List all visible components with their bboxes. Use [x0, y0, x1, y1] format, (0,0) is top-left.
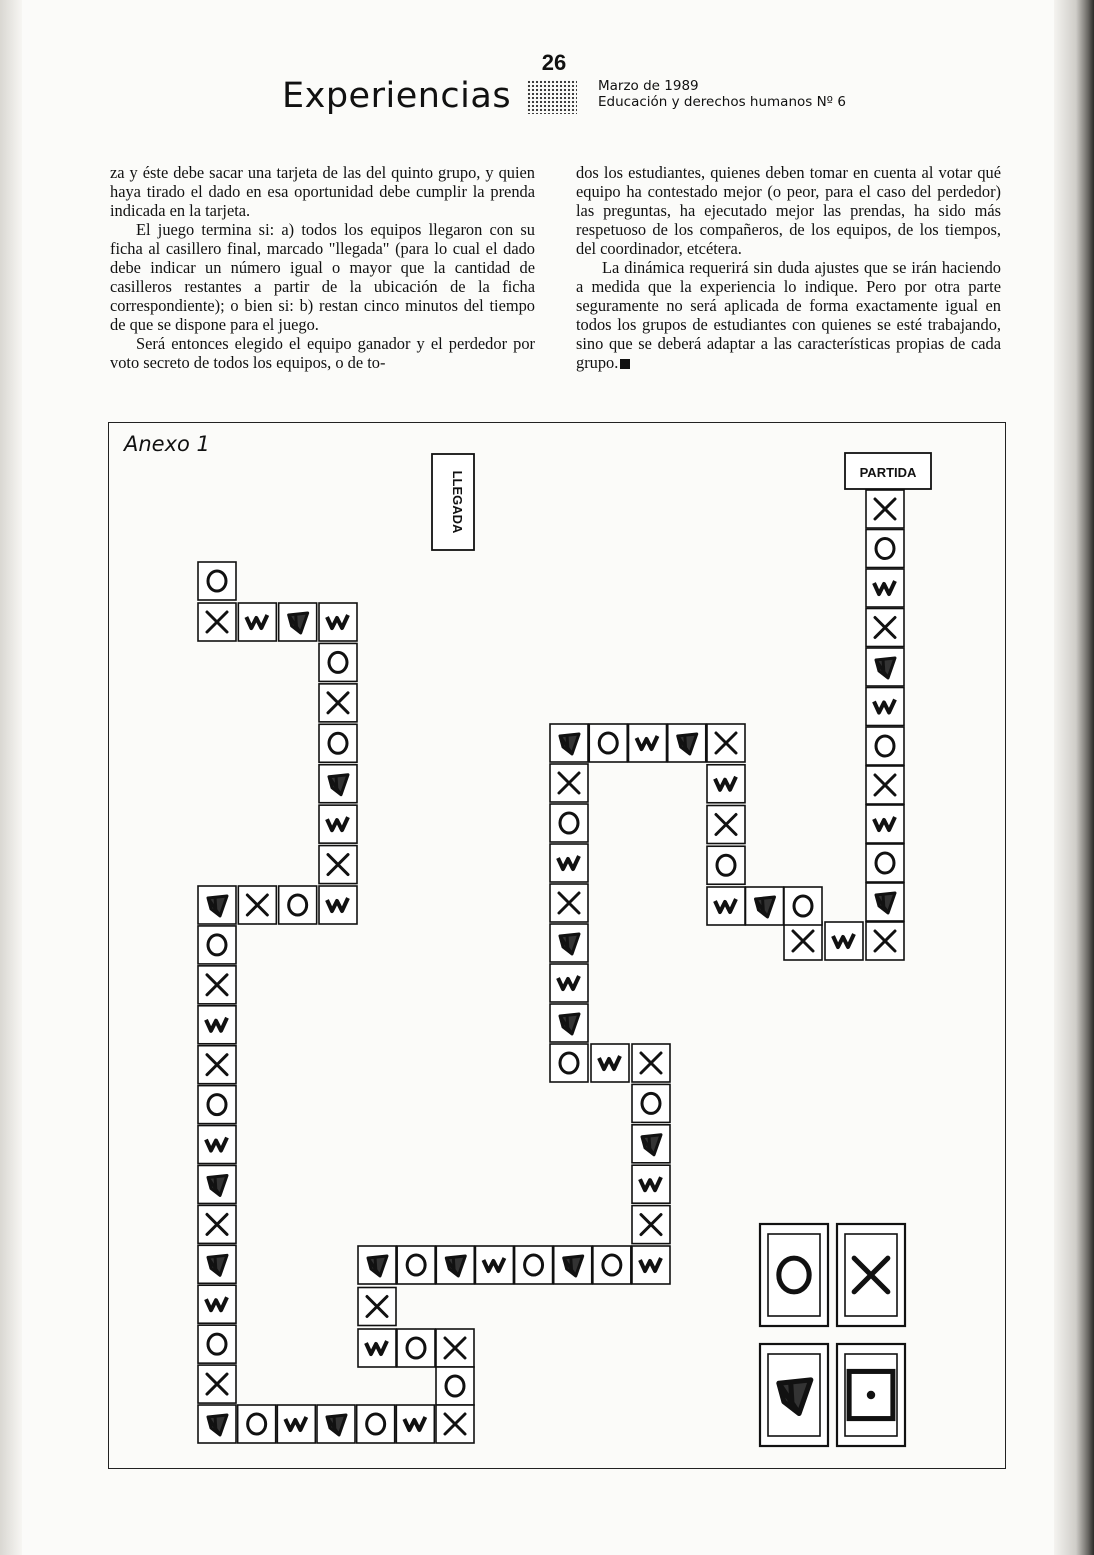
board-square — [198, 1086, 236, 1124]
board-square — [589, 724, 627, 762]
board-square — [707, 846, 745, 884]
board-square — [866, 883, 904, 921]
board-square — [319, 765, 357, 803]
board-square — [784, 887, 822, 925]
paragraph: Será entonces elegido el equipo ganador y el perdedor por voto secreto de todos los equipos, o de to- — [110, 334, 535, 372]
board-square — [238, 603, 276, 641]
symbol-card — [760, 1224, 828, 1326]
board-square — [475, 1246, 513, 1284]
board-square — [668, 724, 706, 762]
board-square — [436, 1367, 474, 1405]
board-square — [198, 966, 236, 1004]
board-square — [319, 643, 357, 681]
board-square — [198, 562, 236, 600]
board-square — [866, 922, 904, 960]
board-square — [198, 1006, 236, 1044]
issue-date: Marzo de 1989 — [598, 78, 699, 94]
board-square — [319, 724, 357, 762]
paragraph: El juego termina si: a) todos los equipos llegaron con su ficha al casillero final, marcado "llegada" (para lo cual el dado debe indicar un número igual o mayor que la cantidad de casilleros restantes a partir de la ubicación de la ficha correspondiente); o bien si: b) restan cinco minutos del tiempo de que se dispone para el juego. — [110, 220, 535, 334]
board-square — [198, 1285, 236, 1323]
board-square — [707, 765, 745, 803]
board-square — [358, 1246, 396, 1284]
board-square — [632, 1084, 670, 1122]
finish-label: LLEGADA — [450, 470, 465, 534]
board-square — [866, 688, 904, 726]
board-square — [591, 1044, 629, 1082]
board-square — [632, 1246, 670, 1284]
board-square — [198, 1365, 236, 1403]
board-square — [358, 1329, 396, 1367]
board-square — [279, 886, 317, 924]
board-square — [632, 1044, 670, 1082]
board-square — [825, 922, 863, 960]
board-square — [550, 964, 588, 1002]
paragraph: La dinámica requerirá sin duda ajustes que se irán haciendo a medida que la experiencia lo indique. Pero por otra parte seguramente no será aplicada de forma exactamente igual en todos los grupos de estudiantes con quienes se esté trabajando, sino que se deberá adaptar a las características propias de cada grupo. — [576, 258, 1001, 372]
board-square — [784, 922, 822, 960]
start-label: PARTIDA — [859, 465, 917, 480]
board-square — [317, 1405, 355, 1443]
board-square — [198, 886, 236, 924]
board-square — [515, 1246, 553, 1284]
board-square — [707, 887, 745, 925]
board-square — [319, 846, 357, 884]
board-square — [866, 609, 904, 647]
board-square — [397, 1329, 435, 1367]
board-square — [436, 1329, 474, 1367]
board-square — [319, 603, 357, 641]
board-square — [866, 805, 904, 843]
board-square — [396, 1405, 434, 1443]
board-square — [319, 805, 357, 843]
paragraph: za y éste debe sacar una tarjeta de las del quinto grupo, y quien haya tirado el dado en esa oportunidad debe cumplir la prenda indicada en la tarjeta. — [110, 163, 535, 220]
board-square — [866, 844, 904, 882]
board-square — [357, 1405, 395, 1443]
board-square — [198, 1165, 236, 1203]
board-square — [866, 766, 904, 804]
publication-name: Educación y derechos humanos Nº 6 — [598, 94, 846, 110]
board-square — [554, 1246, 592, 1284]
board-square — [550, 804, 588, 842]
board-square — [593, 1246, 631, 1284]
board-square — [550, 1004, 588, 1042]
board-square — [632, 1206, 670, 1244]
board-square — [550, 1044, 588, 1082]
board-square — [632, 1165, 670, 1203]
paragraph: dos los estudiantes, quienes deben tomar en cuenta al votar qué equipo ha contestado mejor (o peor, para el caso del perdedor) las preguntas, ha ejecutado mejor las prendas, ha sido más respetuoso de los compañeros, de los equipos, de los tiempos, del coordinador, etcétera. — [576, 163, 1001, 258]
board-square — [198, 926, 236, 964]
board-square — [198, 1245, 236, 1283]
board-square — [550, 884, 588, 922]
board-square — [707, 806, 745, 844]
board-square — [632, 1125, 670, 1163]
finish-square — [432, 454, 474, 550]
board-square — [319, 886, 357, 924]
board-square — [550, 764, 588, 802]
board-square — [198, 1205, 236, 1243]
start-square — [845, 453, 931, 489]
board-square — [866, 530, 904, 568]
symbol-card — [837, 1224, 905, 1326]
board-square — [436, 1246, 474, 1284]
page-number: 26 — [541, 50, 567, 75]
board-square — [198, 1126, 236, 1164]
board-square — [866, 569, 904, 607]
symbol-card — [837, 1344, 905, 1446]
board-square — [550, 924, 588, 962]
board-square — [198, 1325, 236, 1363]
board-square — [279, 603, 317, 641]
board-square — [436, 1405, 474, 1443]
board-square — [198, 1405, 236, 1443]
symbol-card — [760, 1344, 828, 1446]
annex-title: Anexo 1 — [124, 432, 210, 456]
board-square — [238, 1405, 276, 1443]
board-square — [866, 490, 904, 528]
board-square — [238, 886, 276, 924]
board-square — [319, 684, 357, 722]
board-square — [550, 724, 588, 762]
board-square — [198, 1046, 236, 1084]
board-square — [707, 724, 745, 762]
board-square — [198, 603, 236, 641]
board-square — [550, 844, 588, 882]
board-square — [358, 1288, 396, 1326]
board-square — [746, 887, 784, 925]
board-square — [866, 648, 904, 686]
board-square — [866, 727, 904, 765]
board-square — [277, 1405, 315, 1443]
board-square — [629, 724, 667, 762]
section-title: Experiencias — [282, 76, 512, 116]
board-square — [397, 1246, 435, 1284]
